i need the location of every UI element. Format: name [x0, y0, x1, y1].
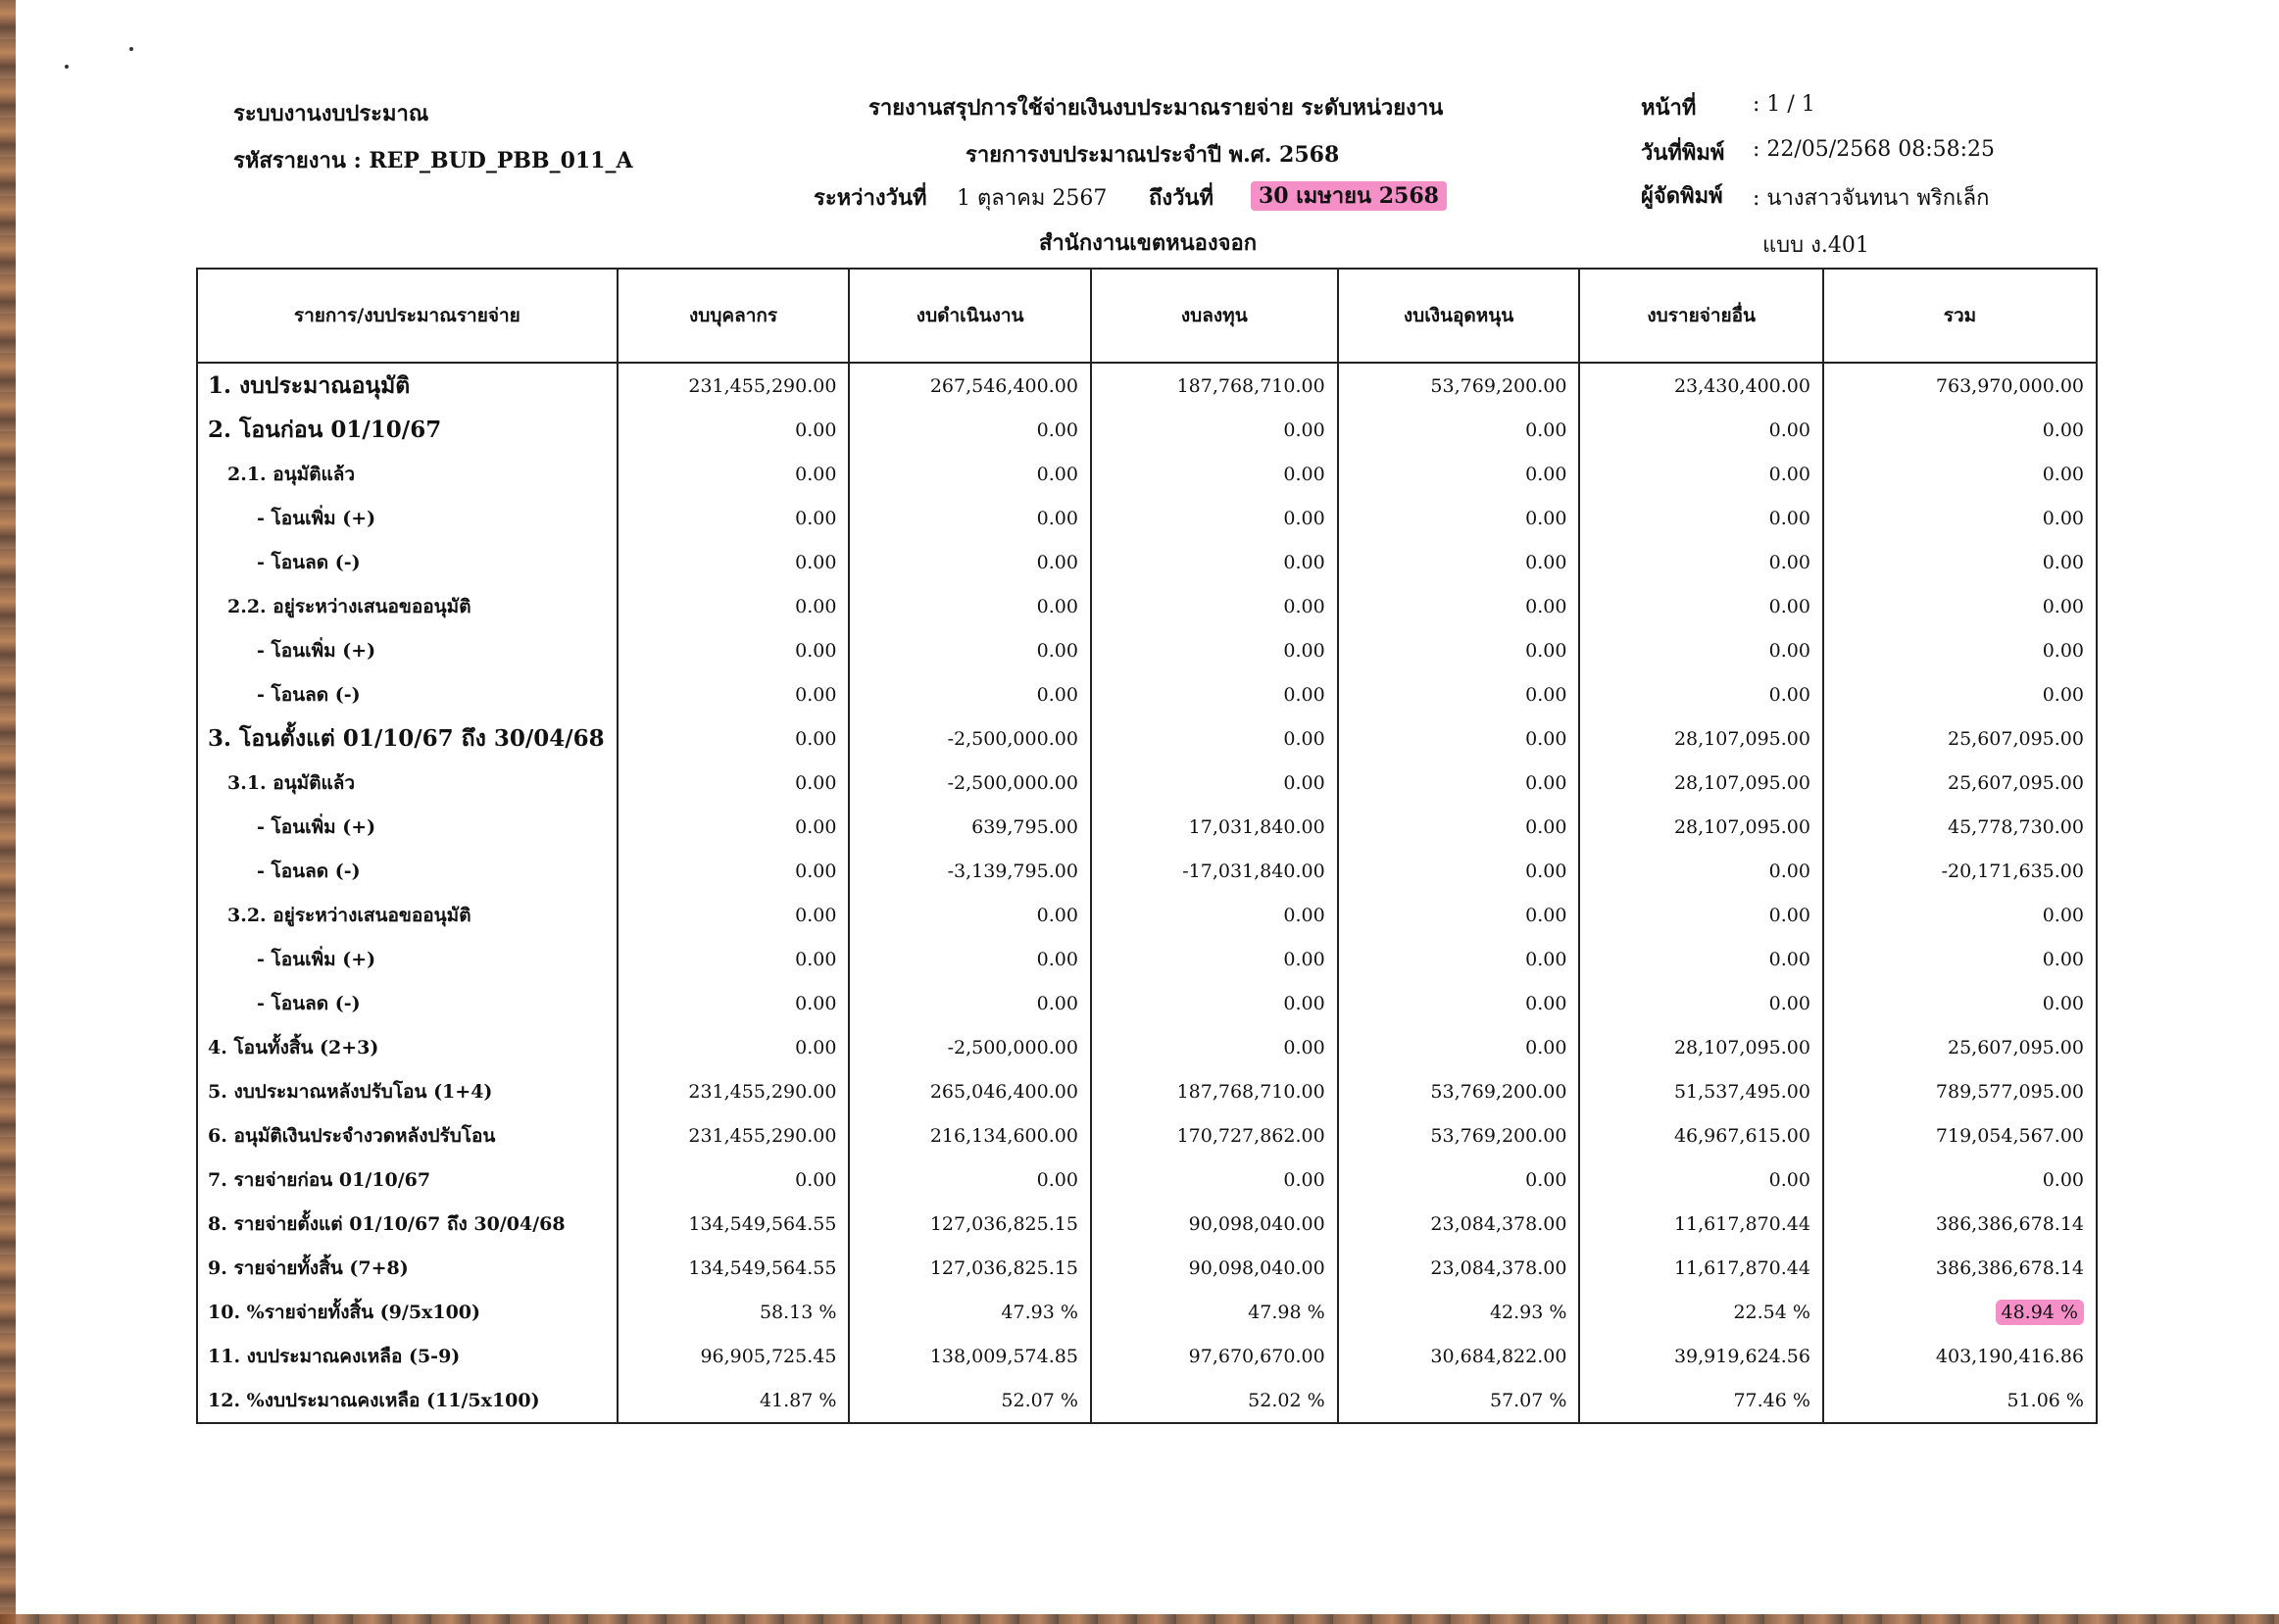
row-label: 11. งบประมาณคงเหลือ (5-9) [197, 1334, 618, 1378]
cell-value: 138,009,574.85 [849, 1334, 1090, 1378]
cell-value: 0.00 [1579, 452, 1823, 496]
cell-value: 0.00 [849, 540, 1090, 584]
cell-value: 90,098,040.00 [1091, 1246, 1338, 1290]
cell-value: 216,134,600.00 [849, 1113, 1090, 1157]
cell-value: 0.00 [1579, 937, 1823, 981]
cell-value: 0.00 [1338, 981, 1580, 1025]
cell-value: 0.00 [1823, 628, 2097, 672]
cell-value: 231,455,290.00 [618, 1113, 850, 1157]
cell-value: 0.00 [1579, 849, 1823, 893]
cell-value: 789,577,095.00 [1823, 1069, 2097, 1113]
cell-value: 403,190,416.86 [1823, 1334, 2097, 1378]
cell-value: 0.00 [618, 408, 850, 452]
table-row [197, 496, 2097, 540]
table-row [197, 1334, 2097, 1378]
cell-value: 11,617,870.44 [1579, 1202, 1823, 1246]
cell-value: 134,549,564.55 [618, 1202, 850, 1246]
cell-value: 42.93 % [1338, 1290, 1580, 1334]
cell-value: 45,778,730.00 [1823, 805, 2097, 849]
column-header-other: งบรายจ่ายอื่น [1579, 269, 1823, 363]
cell-value: 25,607,095.00 [1823, 716, 2097, 761]
cell-value: 0.00 [849, 893, 1090, 937]
cell-value: 0.00 [1338, 805, 1580, 849]
cell-value: 0.00 [1091, 1157, 1338, 1202]
table-row [197, 452, 2097, 496]
cell-value: 39,919,624.56 [1579, 1334, 1823, 1378]
table-row [197, 805, 2097, 849]
cell-value: 0.00 [1823, 540, 2097, 584]
row-label: 12. %งบประมาณคงเหลือ (11/5x100) [197, 1378, 618, 1423]
cell-value: 0.00 [849, 452, 1090, 496]
cell-value: 0.00 [1091, 981, 1338, 1025]
cell-value: 0.00 [618, 761, 850, 805]
cell-value: 0.00 [1091, 540, 1338, 584]
column-header-operating: งบดำเนินงาน [849, 269, 1090, 363]
cell-value: 134,549,564.55 [618, 1246, 850, 1290]
row-label: 2.1. อนุมัติแล้ว [197, 452, 618, 496]
report-code: รหัสรายงาน : REP_BUD_PBB_011_A [233, 148, 633, 173]
cell-value: -2,500,000.00 [849, 716, 1090, 761]
cell-value: 28,107,095.00 [1579, 761, 1823, 805]
cell-value: 0.00 [1579, 628, 1823, 672]
row-label: - โอนเพิ่ม (+) [197, 628, 618, 672]
cell-value: 0.00 [1338, 540, 1580, 584]
table-row [197, 628, 2097, 672]
cell-value: 53,769,200.00 [1338, 1113, 1580, 1157]
cell-value: 0.00 [1338, 584, 1580, 628]
row-label: 4. โอนทั้งสิ้น (2+3) [197, 1025, 618, 1069]
cell-value: 0.00 [1338, 452, 1580, 496]
row-label: 8. รายจ่ายตั้งแต่ 01/10/67 ถึง 30/04/68 [197, 1202, 618, 1246]
cell-value: 0.00 [849, 628, 1090, 672]
column-header-subsidy: งบเงินอุดหนุน [1338, 269, 1580, 363]
cell-value: 11,617,870.44 [1579, 1246, 1823, 1290]
page-value: : 1 / 1 [1753, 92, 1815, 117]
row-label: 1. งบประมาณอนุมัติ [197, 363, 618, 408]
row-label: - โอนลด (-) [197, 849, 618, 893]
printer-label: ผู้จัดพิมพ์ [1641, 183, 1723, 209]
cell-value: 0.00 [618, 849, 850, 893]
row-label: - โอนเพิ่ม (+) [197, 496, 618, 540]
report-title: รายงานสรุปการใช้จ่ายเงินงบประมาณรายจ่าย ระดับหน่วยงาน [868, 95, 1444, 121]
cell-value: 0.00 [618, 540, 850, 584]
period-to-highlight: 30 เมษายน 2568 [1251, 181, 1447, 211]
cell-value: 0.00 [1091, 584, 1338, 628]
table-header-row [197, 269, 2097, 363]
cell-value: 47.93 % [849, 1290, 1090, 1334]
column-header-item: รายการ/งบประมาณรายจ่าย [197, 269, 618, 363]
cell-value: 0.00 [618, 1025, 850, 1069]
cell-value: 0.00 [1091, 1025, 1338, 1069]
cell-value: 0.00 [618, 805, 850, 849]
cell-value: 0.00 [618, 716, 850, 761]
cell-value: 0.00 [1579, 893, 1823, 937]
printer-value: : นางสาวจันทนา พริกเล็ก [1753, 186, 1990, 211]
cell-value: 187,768,710.00 [1091, 1069, 1338, 1113]
period-to-label: ถึงวันที่ [1149, 185, 1214, 211]
cell-value: 53,769,200.00 [1338, 363, 1580, 408]
cell-value: 0.00 [1338, 937, 1580, 981]
cell-value: 46,967,615.00 [1579, 1113, 1823, 1157]
cell-value: 0.00 [1091, 408, 1338, 452]
cell-value: 47.98 % [1091, 1290, 1338, 1334]
cell-value: 0.00 [1823, 981, 2097, 1025]
cell-value: 96,905,725.45 [618, 1334, 850, 1378]
cell-value: -3,139,795.00 [849, 849, 1090, 893]
cell-value: 51,537,495.00 [1579, 1069, 1823, 1113]
cell-value: 0.00 [1823, 672, 2097, 716]
print-date-label: วันที่พิมพ์ [1641, 140, 1725, 166]
table-row [197, 672, 2097, 716]
cell-value: 386,386,678.14 [1823, 1246, 2097, 1290]
cell-value: 0.00 [1579, 672, 1823, 716]
table-row [197, 937, 2097, 981]
cell-value: 0.00 [849, 937, 1090, 981]
cell-value: 0.00 [1091, 937, 1338, 981]
table-row [197, 761, 2097, 805]
cell-value: 127,036,825.15 [849, 1246, 1090, 1290]
cell-value: 23,430,400.00 [1579, 363, 1823, 408]
cell-value: 0.00 [1579, 584, 1823, 628]
cell-value: 25,607,095.00 [1823, 1025, 2097, 1069]
cell-value: 17,031,840.00 [1091, 805, 1338, 849]
cell-value: 28,107,095.00 [1579, 716, 1823, 761]
table-row [197, 893, 2097, 937]
cell-value: 0.00 [849, 981, 1090, 1025]
cell-value: 0.00 [1579, 408, 1823, 452]
period-from: 1 ตุลาคม 2567 [957, 186, 1108, 211]
report-subtitle: รายการงบประมาณประจำปี พ.ศ. 2568 [966, 142, 1340, 168]
row-label: - โอนลด (-) [197, 981, 618, 1025]
cell-value: 23,084,378.00 [1338, 1202, 1580, 1246]
table-row [197, 1113, 2097, 1157]
office-name: สำนักงานเขตหนองจอก [1039, 230, 1258, 256]
cell-value: 0.00 [1091, 716, 1338, 761]
row-label: - โอนลด (-) [197, 672, 618, 716]
cell-value: 0.00 [1823, 584, 2097, 628]
cell-value: 0.00 [1338, 893, 1580, 937]
highlighted-total-percent: 48.94 % [1996, 1300, 2085, 1325]
column-header-total: รวม [1823, 269, 2097, 363]
table-row [197, 1157, 2097, 1202]
cell-value: 97,670,670.00 [1091, 1334, 1338, 1378]
cell-value: 386,386,678.14 [1823, 1202, 2097, 1246]
cell-value: 90,098,040.00 [1091, 1202, 1338, 1246]
cell-value: 0.00 [849, 584, 1090, 628]
column-header-personnel: งบบุคลากร [618, 269, 850, 363]
table-row [197, 1290, 2097, 1334]
period-from-label: ระหว่างวันที่ [814, 185, 927, 211]
cell-value: 0.00 [1579, 496, 1823, 540]
cell-value: 170,727,862.00 [1091, 1113, 1338, 1157]
cell-value: 0.00 [618, 452, 850, 496]
cell-value: 0.00 [849, 408, 1090, 452]
row-label: 2.2. อยู่ระหว่างเสนอขออนุมัติ [197, 584, 618, 628]
cell-value: 53,769,200.00 [1338, 1069, 1580, 1113]
cell-value: 0.00 [1338, 628, 1580, 672]
budget-summary-table [196, 268, 2098, 1424]
cell-value: 0.00 [1091, 452, 1338, 496]
cell-value: -2,500,000.00 [849, 761, 1090, 805]
system-name: ระบบงานงบประมาณ [233, 101, 429, 126]
cell-value: 52.02 % [1091, 1378, 1338, 1423]
row-label: - โอนเพิ่ม (+) [197, 937, 618, 981]
table-row [197, 1025, 2097, 1069]
cell-value: 265,046,400.00 [849, 1069, 1090, 1113]
cell-value: 267,546,400.00 [849, 363, 1090, 408]
cell-value: 28,107,095.00 [1579, 1025, 1823, 1069]
cell-value: 30,684,822.00 [1338, 1334, 1580, 1378]
cell-value: 58.13 % [618, 1290, 850, 1334]
cell-value: 0.00 [1338, 672, 1580, 716]
row-label: - โอนลด (-) [197, 540, 618, 584]
cell-value: 0.00 [1823, 1157, 2097, 1202]
table-row [197, 981, 2097, 1025]
cell-value: 187,768,710.00 [1091, 363, 1338, 408]
cell-value: 0.00 [1823, 408, 2097, 452]
cell-value: 127,036,825.15 [849, 1202, 1090, 1246]
cell-value: 0.00 [849, 496, 1090, 540]
scan-edge-left [0, 0, 16, 1624]
row-label: 7. รายจ่ายก่อน 01/10/67 [197, 1157, 618, 1202]
cell-value: 0.00 [1338, 849, 1580, 893]
cell-value: 52.07 % [849, 1378, 1090, 1423]
table-row [197, 1246, 2097, 1290]
row-label: - โอนเพิ่ม (+) [197, 805, 618, 849]
cell-value: 0.00 [618, 584, 850, 628]
table-row [197, 849, 2097, 893]
table-row [197, 1202, 2097, 1246]
cell-value: 0.00 [618, 1157, 850, 1202]
row-label: 3.2. อยู่ระหว่างเสนอขออนุมัติ [197, 893, 618, 937]
row-label: 3. โอนตั้งแต่ 01/10/67 ถึง 30/04/68 [197, 716, 618, 761]
cell-value: 0.00 [618, 981, 850, 1025]
cell-value: -17,031,840.00 [1091, 849, 1338, 893]
table-row [197, 540, 2097, 584]
form-code: แบบ ง.401 [1762, 233, 1869, 258]
cell-value: 0.00 [1579, 540, 1823, 584]
cell-value: 0.00 [618, 672, 850, 716]
cell-value: 0.00 [1338, 761, 1580, 805]
cell-value: 0.00 [1338, 496, 1580, 540]
cell-value: 51.06 % [1823, 1378, 2097, 1423]
page-label: หน้าที่ [1641, 95, 1697, 121]
cell-value: 639,795.00 [849, 805, 1090, 849]
cell-value: 0.00 [618, 496, 850, 540]
row-label: 10. %รายจ่ายทั้งสิ้น (9/5x100) [197, 1290, 618, 1334]
cell-value: 0.00 [1823, 496, 2097, 540]
cell-value: 0.00 [1579, 1157, 1823, 1202]
table-row [197, 716, 2097, 761]
cell-value: 28,107,095.00 [1579, 805, 1823, 849]
table-row [197, 1069, 2097, 1113]
row-label: 9. รายจ่ายทั้งสิ้น (7+8) [197, 1246, 618, 1290]
cell-value: 0.00 [1338, 408, 1580, 452]
cell-value: -20,171,635.00 [1823, 849, 2097, 893]
cell-value: 25,607,095.00 [1823, 761, 2097, 805]
period-to [1251, 178, 1447, 213]
table-row [197, 1378, 2097, 1423]
cell-value: 57.07 % [1338, 1378, 1580, 1423]
row-label: 6. อนุมัติเงินประจำงวดหลังปรับโอน [197, 1113, 618, 1157]
cell-value: 0.00 [1338, 1157, 1580, 1202]
cell-value: 0.00 [1338, 1025, 1580, 1069]
table-row [197, 584, 2097, 628]
cell-value: 41.87 % [618, 1378, 850, 1423]
column-header-investment: งบลงทุน [1091, 269, 1338, 363]
cell-value: 231,455,290.00 [618, 1069, 850, 1113]
cell-value: 23,084,378.00 [1338, 1246, 1580, 1290]
scan-edge-bottom [0, 1614, 2279, 1624]
cell-value: 22.54 % [1579, 1290, 1823, 1334]
cell-value: 0.00 [618, 628, 850, 672]
cell-value: 0.00 [1823, 937, 2097, 981]
cell-value: 0.00 [849, 1157, 1090, 1202]
cell-value: 0.00 [849, 672, 1090, 716]
cell-value: 0.00 [1338, 716, 1580, 761]
cell-value: 0.00 [1091, 893, 1338, 937]
cell-value: 0.00 [1091, 496, 1338, 540]
cell-value: 77.46 % [1579, 1378, 1823, 1423]
cell-value: 0.00 [1579, 981, 1823, 1025]
cell-value: 0.00 [1091, 761, 1338, 805]
table-row [197, 363, 2097, 408]
cell-value: 0.00 [1823, 452, 2097, 496]
cell-value: 719,054,567.00 [1823, 1113, 2097, 1157]
row-label: 2. โอนก่อน 01/10/67 [197, 408, 618, 452]
cell-value [1823, 1290, 2097, 1334]
cell-value: 0.00 [1091, 628, 1338, 672]
cell-value: 0.00 [1091, 672, 1338, 716]
cell-value: 231,455,290.00 [618, 363, 850, 408]
table-row [197, 408, 2097, 452]
cell-value: -2,500,000.00 [849, 1025, 1090, 1069]
cell-value: 0.00 [1823, 893, 2097, 937]
cell-value: 0.00 [618, 893, 850, 937]
row-label: 3.1. อนุมัติแล้ว [197, 761, 618, 805]
print-date-value: : 22/05/2568 08:58:25 [1753, 137, 1996, 162]
row-label: 5. งบประมาณหลังปรับโอน (1+4) [197, 1069, 618, 1113]
cell-value: 0.00 [618, 937, 850, 981]
cell-value: 763,970,000.00 [1823, 363, 2097, 408]
